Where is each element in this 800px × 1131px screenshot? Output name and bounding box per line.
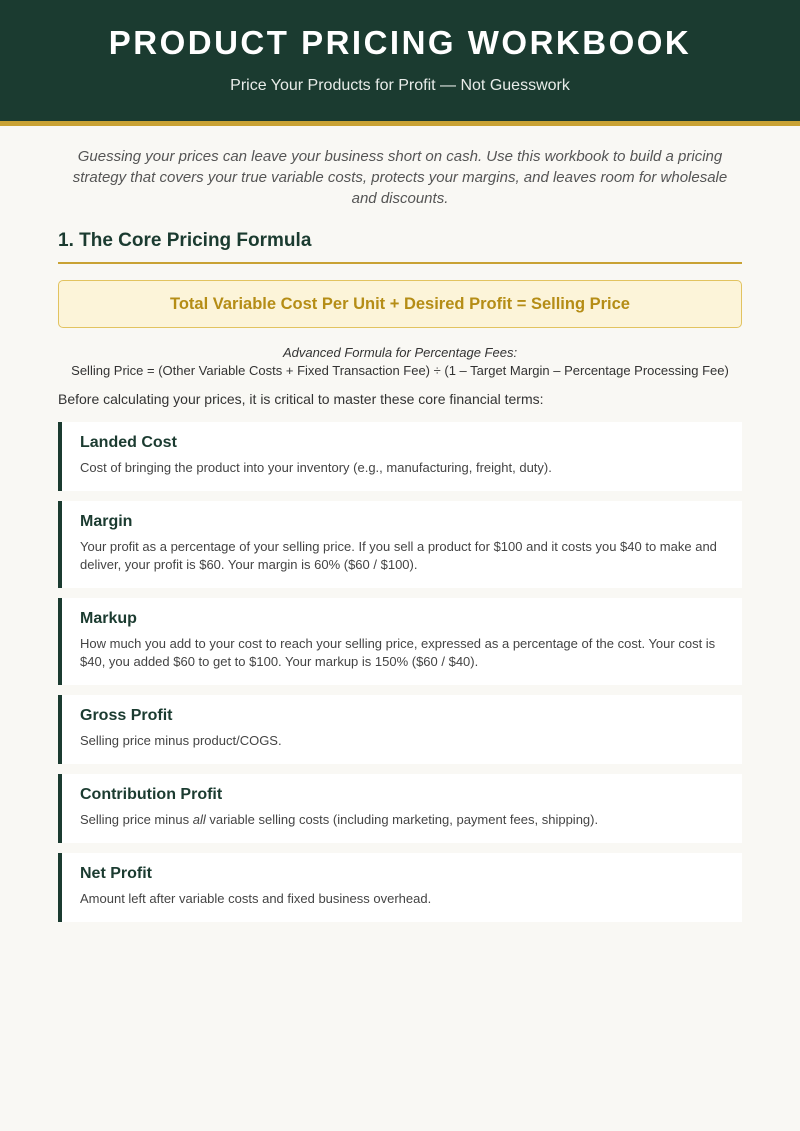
intro-paragraph: Guessing your prices can leave your business short on cash. Use this workbook to build a pricing strategy that covers your true variable costs, protects your margins, and leaves room for wholesale and discounts. <box>72 148 728 207</box>
term-title: Margin <box>80 513 133 530</box>
term-title: Markup <box>80 610 137 627</box>
term-description-emphasis: all <box>192 812 206 827</box>
term-description: Selling price minus product/COGS. <box>80 733 282 748</box>
term-title: Net Profit <box>80 865 152 882</box>
terms-list <box>58 422 742 922</box>
term-description-part: variable selling costs (including marketing, payment fees, shipping). <box>205 812 599 827</box>
term-card-gross-profit <box>58 695 742 764</box>
term-description <box>80 811 724 829</box>
section-title: 1. The Core Pricing Formula <box>58 230 742 264</box>
terms-lead-text: Before calculating your prices, it is critical to master these core financial terms: <box>58 391 544 407</box>
term-card-markup <box>58 598 742 685</box>
advanced-formula-block <box>58 344 742 380</box>
term-title: Landed Cost <box>80 434 177 451</box>
term-description: Amount left after variable costs and fixed business overhead. <box>80 891 432 906</box>
term-description: Your profit as a percentage of your selling price. If you sell a product for $100 and it costs you $40 to make and deliver, your profit is $60. Your margin is 60% ($60 / $100). <box>80 539 717 572</box>
term-card-net-profit <box>58 853 742 922</box>
term-card-margin <box>58 501 742 588</box>
term-title: Gross Profit <box>80 707 173 724</box>
advanced-formula: Selling Price = (Other Variable Costs + Fixed Transaction Fee) ÷ (1 – Target Margin – Percentage Processing Fee) <box>71 363 729 378</box>
core-formula-box <box>58 280 742 328</box>
term-card-contribution-profit <box>58 774 742 843</box>
page-title: PRODUCT PRICING WORKBOOK <box>108 24 692 61</box>
term-title: Contribution Profit <box>80 786 223 803</box>
term-description: How much you add to your cost to reach your selling price, expressed as a percentage of the cost. Your cost is $40, you added $60 to get to $100. Your markup is 150% ($60 / $40). <box>80 636 716 669</box>
main-content <box>0 230 800 922</box>
term-description: Cost of bringing the product into your inventory (e.g., manufacturing, freight, duty). <box>80 460 552 475</box>
term-card-landed-cost <box>58 422 742 491</box>
core-formula: Total Variable Cost Per Unit + Desired Profit = Selling Price <box>169 294 630 313</box>
term-description-part: Selling price minus <box>80 812 193 827</box>
page-subtitle: Price Your Products for Profit — Not Guesswork <box>230 77 570 94</box>
page-header <box>0 0 800 126</box>
advanced-formula-label: Advanced Formula for Percentage Fees: <box>282 345 518 360</box>
